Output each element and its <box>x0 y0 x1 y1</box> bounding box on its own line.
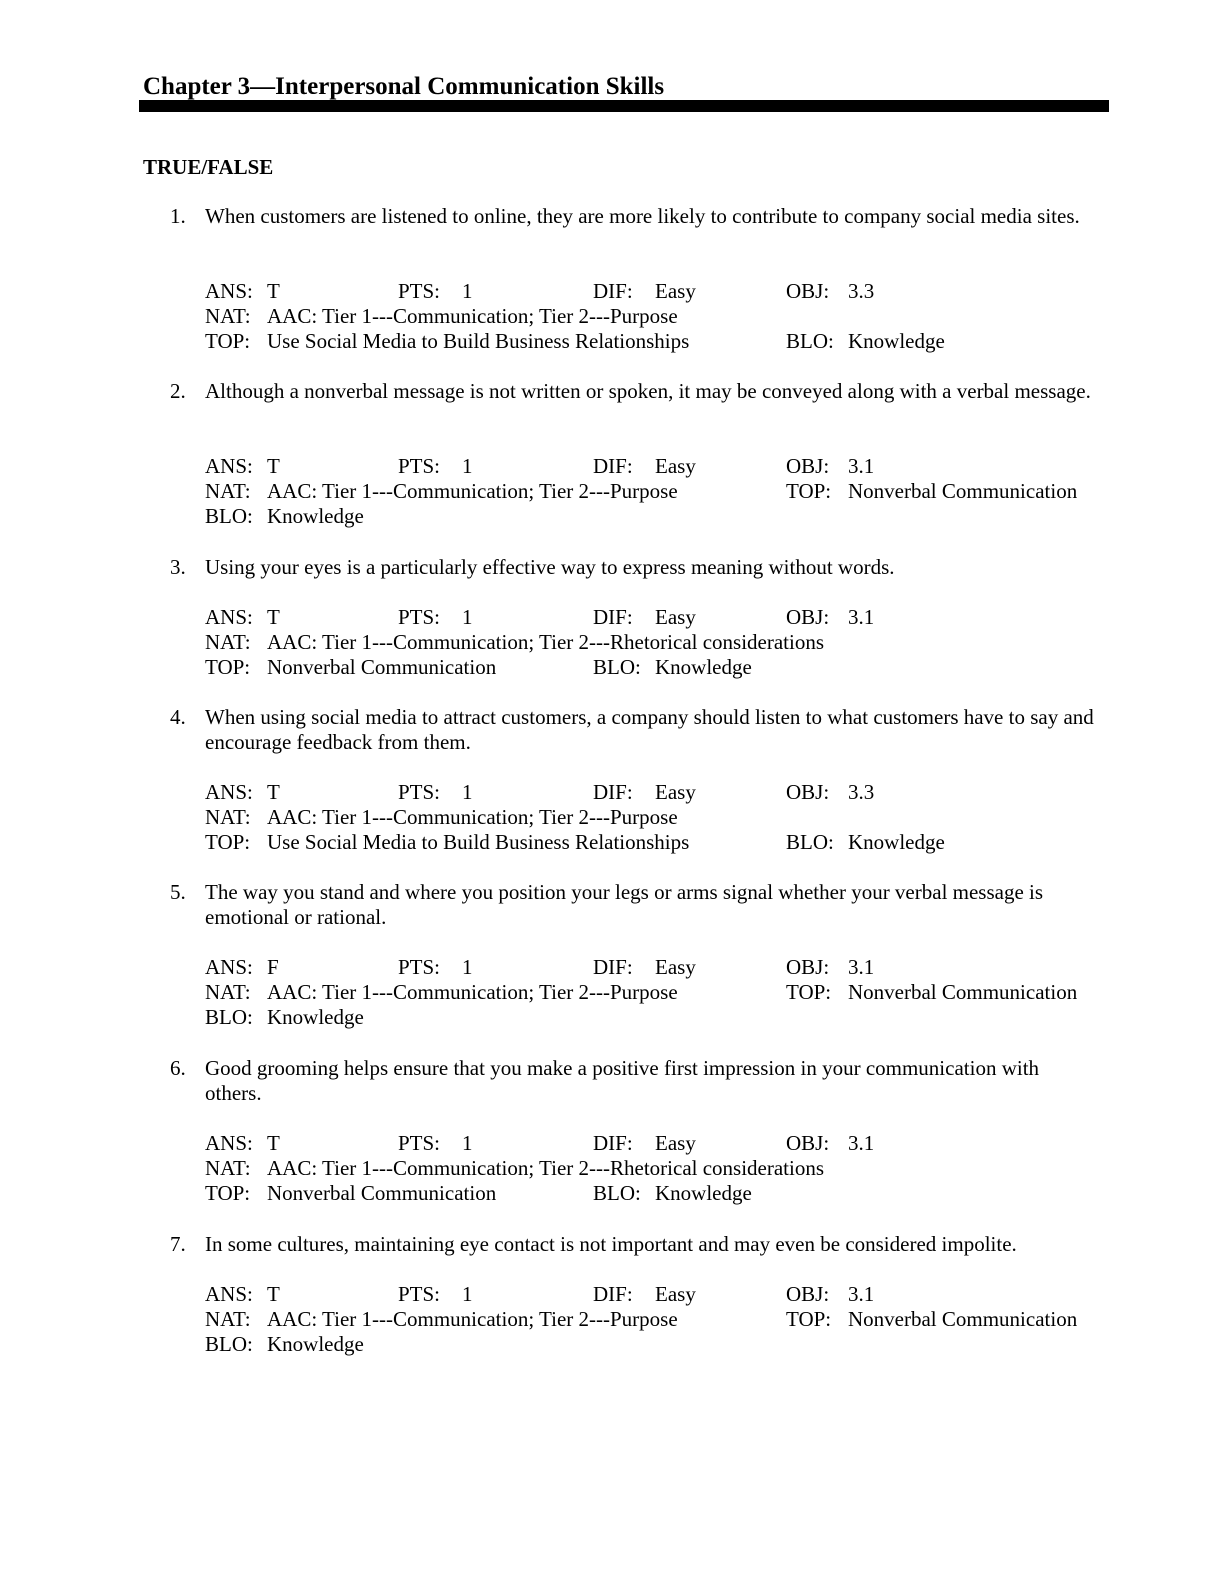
meta-label: PTS: <box>398 955 441 979</box>
section-heading: TRUE/FALSE <box>143 155 274 179</box>
question-number: 4. <box>170 705 186 729</box>
meta-value: AAC: Tier 1---Communication; Tier 2---Purpose <box>267 805 678 829</box>
meta-label: BLO: <box>593 1181 641 1205</box>
meta-value: Nonverbal Communication <box>267 1181 497 1205</box>
title-rule <box>139 100 1109 112</box>
meta-label: NAT: <box>205 1307 251 1331</box>
answer-meta-row <box>0 304 1224 329</box>
meta-label: ANS: <box>205 1282 253 1306</box>
answer-meta-row <box>0 655 1224 680</box>
meta-value: Knowledge <box>848 329 945 353</box>
question-number: 7. <box>170 1232 186 1256</box>
meta-label: OBJ: <box>786 1131 830 1155</box>
answer-meta-row <box>0 1131 1224 1156</box>
meta-value: 3.1 <box>848 605 875 629</box>
meta-value: Use Social Media to Build Business Relationships <box>267 830 690 854</box>
meta-label: OBJ: <box>786 1282 830 1306</box>
meta-label: ANS: <box>205 454 253 478</box>
meta-value: Easy <box>655 955 696 979</box>
meta-label: BLO: <box>205 504 253 528</box>
meta-value: AAC: Tier 1---Communication; Tier 2---Rhetorical considerations <box>267 630 825 654</box>
meta-value: AAC: Tier 1---Communication; Tier 2---Purpose <box>267 1307 678 1331</box>
meta-value: T <box>267 605 280 629</box>
meta-label: ANS: <box>205 780 253 804</box>
answer-meta-row <box>0 805 1224 830</box>
meta-value: 3.3 <box>848 780 875 804</box>
question-number: 2. <box>170 379 186 403</box>
meta-value: 1 <box>462 605 473 629</box>
question-text: The way you stand and where you position your legs or arms signal whether your verbal message is emotional or rational. <box>205 880 1044 929</box>
meta-label: BLO: <box>593 655 641 679</box>
question-text: In some cultures, maintaining eye contact is not important and may even be considered impolite. <box>205 1232 1017 1256</box>
answer-meta-row <box>0 279 1224 304</box>
meta-value: T <box>267 1282 280 1306</box>
meta-value: AAC: Tier 1---Communication; Tier 2---Rhetorical considerations <box>267 1156 825 1180</box>
meta-value: Easy <box>655 279 696 303</box>
meta-value: 1 <box>462 279 473 303</box>
question-text: When customers are listened to online, they are more likely to contribute to company social media sites. <box>205 204 1080 228</box>
meta-label: ANS: <box>205 279 253 303</box>
meta-value: Easy <box>655 780 696 804</box>
meta-label: PTS: <box>398 279 441 303</box>
meta-label: NAT: <box>205 980 251 1004</box>
meta-label: DIF: <box>593 279 633 303</box>
meta-value: Knowledge <box>848 830 945 854</box>
meta-value: Nonverbal Communication <box>848 479 1078 503</box>
answer-meta-row <box>0 1332 1224 1357</box>
meta-value: 3.1 <box>848 1131 875 1155</box>
meta-label: PTS: <box>398 780 441 804</box>
meta-value: AAC: Tier 1---Communication; Tier 2---Purpose <box>267 479 678 503</box>
meta-value: Nonverbal Communication <box>267 655 497 679</box>
meta-label: TOP: <box>205 830 251 854</box>
meta-value: T <box>267 279 280 303</box>
meta-label: BLO: <box>205 1332 253 1356</box>
meta-label: OBJ: <box>786 454 830 478</box>
chapter-title: Chapter 3—Interpersonal Communication Skills <box>143 73 665 100</box>
meta-value: 1 <box>462 780 473 804</box>
answer-meta-row <box>0 780 1224 805</box>
meta-value: T <box>267 454 280 478</box>
meta-value: T <box>267 780 280 804</box>
meta-value: 1 <box>462 454 473 478</box>
meta-value: Knowledge <box>267 504 364 528</box>
meta-value: 3.3 <box>848 279 875 303</box>
answer-meta-row <box>0 1005 1224 1030</box>
meta-label: TOP: <box>205 329 251 353</box>
meta-value: 3.1 <box>848 955 875 979</box>
meta-label: BLO: <box>786 329 834 353</box>
meta-value: Easy <box>655 1131 696 1155</box>
meta-label: OBJ: <box>786 279 830 303</box>
meta-label: ANS: <box>205 1131 253 1155</box>
meta-label: DIF: <box>593 955 633 979</box>
meta-label: ANS: <box>205 605 253 629</box>
answer-meta-row <box>0 1307 1224 1332</box>
answer-meta-row <box>0 479 1224 504</box>
meta-value: 1 <box>462 1131 473 1155</box>
answer-meta-row <box>0 980 1224 1005</box>
meta-value: Use Social Media to Build Business Relationships <box>267 329 690 353</box>
answer-meta-row <box>0 1282 1224 1307</box>
answer-meta-row <box>0 605 1224 630</box>
meta-value: Knowledge <box>267 1332 364 1356</box>
answer-meta-row <box>0 630 1224 655</box>
answer-meta-row <box>0 1181 1224 1206</box>
meta-value: Nonverbal Communication <box>848 1307 1078 1331</box>
meta-value: 3.1 <box>848 1282 875 1306</box>
question-text: Although a nonverbal message is not written or spoken, it may be conveyed along with a verbal message. <box>205 379 1091 403</box>
meta-label: PTS: <box>398 605 441 629</box>
meta-label: DIF: <box>593 1131 633 1155</box>
meta-value: AAC: Tier 1---Communication; Tier 2---Purpose <box>267 980 678 1004</box>
meta-value: T <box>267 1131 280 1155</box>
question-number: 5. <box>170 880 186 904</box>
meta-value: F <box>267 955 279 979</box>
meta-label: ANS: <box>205 955 253 979</box>
meta-label: BLO: <box>786 830 834 854</box>
meta-value: 1 <box>462 1282 473 1306</box>
answer-meta-row <box>0 955 1224 980</box>
meta-label: DIF: <box>593 454 633 478</box>
meta-value: Nonverbal Communication <box>848 980 1078 1004</box>
meta-label: DIF: <box>593 780 633 804</box>
answer-meta-row <box>0 504 1224 529</box>
meta-label: TOP: <box>786 980 832 1004</box>
meta-label: BLO: <box>205 1005 253 1029</box>
question-number: 6. <box>170 1056 186 1080</box>
meta-value: Easy <box>655 454 696 478</box>
meta-label: TOP: <box>205 655 251 679</box>
meta-value: Knowledge <box>267 1005 364 1029</box>
meta-label: TOP: <box>205 1181 251 1205</box>
meta-label: DIF: <box>593 1282 633 1306</box>
meta-label: NAT: <box>205 479 251 503</box>
meta-label: TOP: <box>786 1307 832 1331</box>
question-text: Good grooming helps ensure that you make a positive first impression in your communication with others. <box>205 1056 1040 1105</box>
meta-value: Easy <box>655 605 696 629</box>
meta-label: NAT: <box>205 1156 251 1180</box>
question-number: 3. <box>170 555 186 579</box>
meta-label: PTS: <box>398 1282 441 1306</box>
meta-value: AAC: Tier 1---Communication; Tier 2---Purpose <box>267 304 678 328</box>
meta-label: NAT: <box>205 630 251 654</box>
meta-label: NAT: <box>205 805 251 829</box>
meta-label: DIF: <box>593 605 633 629</box>
meta-value: Knowledge <box>655 1181 752 1205</box>
meta-value: Knowledge <box>655 655 752 679</box>
meta-label: OBJ: <box>786 780 830 804</box>
answer-meta-row <box>0 329 1224 354</box>
answer-meta-row <box>0 454 1224 479</box>
meta-value: 3.1 <box>848 454 875 478</box>
meta-label: PTS: <box>398 1131 441 1155</box>
question-text: When using social media to attract customers, a company should listen to what customers have to say and encourage feedback from them. <box>205 705 1094 754</box>
question-text: Using your eyes is a particularly effective way to express meaning without words. <box>205 555 895 579</box>
answer-meta-row <box>0 1156 1224 1181</box>
meta-label: NAT: <box>205 304 251 328</box>
meta-value: 1 <box>462 955 473 979</box>
answer-meta-row <box>0 830 1224 855</box>
meta-value: Easy <box>655 1282 696 1306</box>
meta-label: TOP: <box>786 479 832 503</box>
meta-label: PTS: <box>398 454 441 478</box>
meta-label: OBJ: <box>786 955 830 979</box>
question-number: 1. <box>170 204 186 228</box>
meta-label: OBJ: <box>786 605 830 629</box>
